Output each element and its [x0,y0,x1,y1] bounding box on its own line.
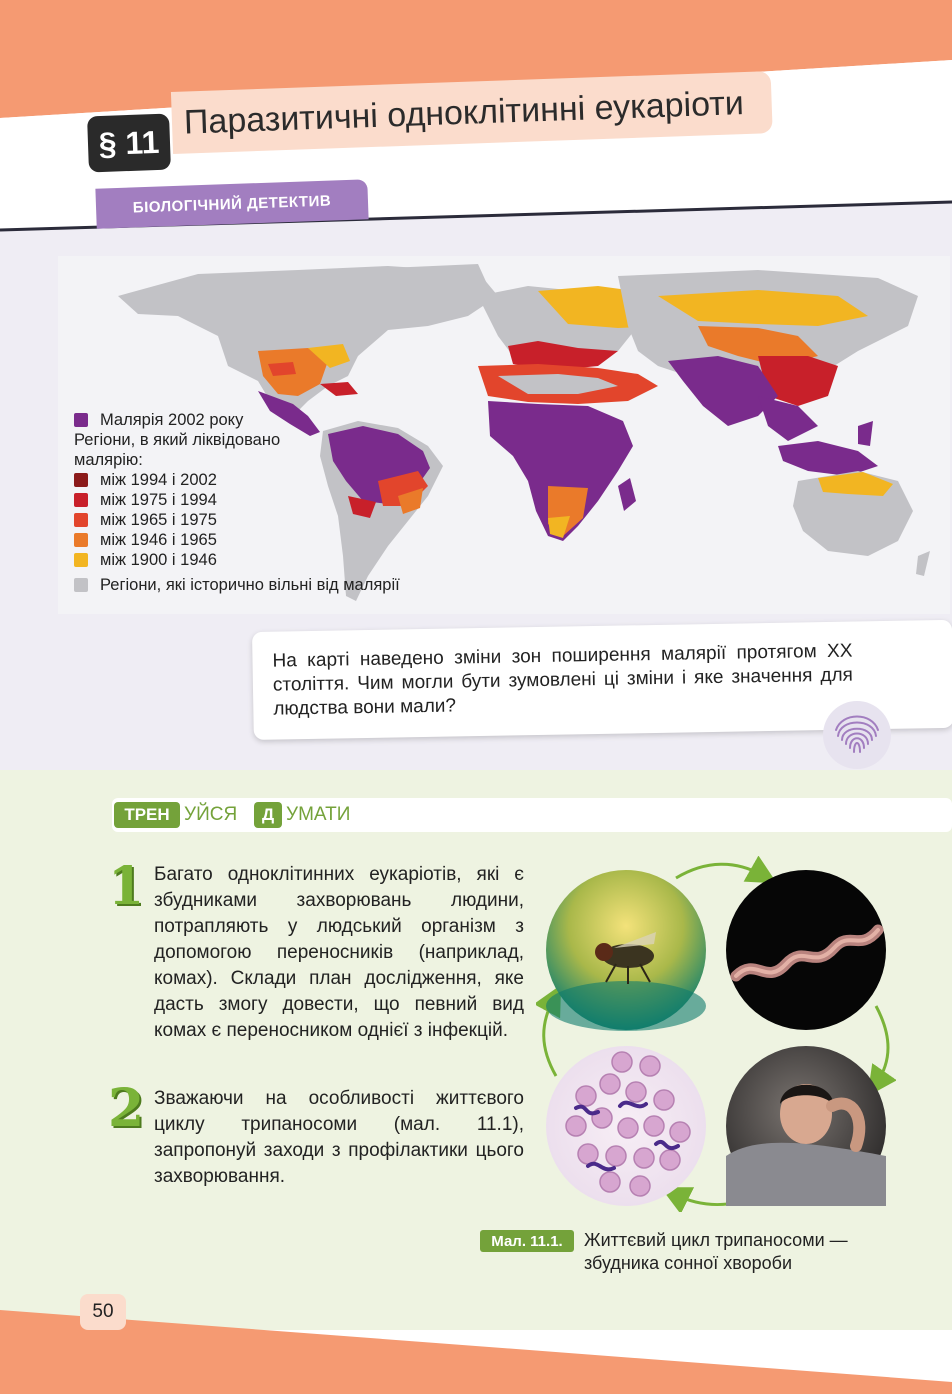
legend-swatch [74,553,88,567]
legend-swatch [74,493,88,507]
legend-heading: Регіони, в який ліквідовано [74,431,281,449]
legend-swatch [74,513,88,527]
legend-item [74,550,494,570]
legend-label: Регіони, які історично вільні від малярії [100,576,400,594]
tsetse-fly-photo [546,870,706,1031]
legend-label: між 1965 і 1975 [100,511,217,529]
footer-band [0,1310,952,1394]
figure-badge: Мал. 11.1. [480,1230,574,1252]
legend-label: між 1975 і 1994 [100,491,217,509]
fingerprint-icon [822,700,892,770]
training-tag-rest: УМАТИ [286,804,351,825]
legend-item [74,530,494,550]
task-text: Зважаючи на особливості життєвого циклу трипаносоми (мал. 11.1), запропонуй заходи з профілактики цього захворювання. [154,1088,524,1187]
cycle-arrow [676,864,764,878]
legend-free [74,575,494,595]
legend-malaria [74,410,494,430]
legend-label: між 1900 і 1946 [100,551,217,569]
legend-label: між 1994 і 2002 [100,471,217,489]
legend-item [74,490,494,510]
section-label: БІОЛОГІЧНИЙ ДЕТЕКТИВ [95,179,368,228]
trypanosome-photo [726,870,886,1030]
legend-label: Малярія 2002 року [100,411,244,429]
legend-label: між 1946 і 1965 [100,531,217,549]
caption-line: збудника сонної хвороби [584,1253,793,1273]
training-tag: ТРЕН [114,802,180,828]
training-tag-rest: УЙСЯ [184,804,238,825]
cycle-arrow [876,1006,888,1084]
task-number: 2 [108,1078,145,1139]
trypanosome-life-cycle-figure [536,856,896,1212]
legend-item [74,510,494,530]
legend-item [74,470,494,490]
task-number: 1 [108,856,145,917]
legend-heading: малярію: [74,451,143,469]
legend-swatch [74,473,88,487]
map-legend [74,410,494,595]
page-title: Паразитичні одноклітинні еукаріоти [183,83,745,142]
legend-swatch-malaria [74,413,88,427]
figure-caption [584,1229,904,1275]
paragraph-number: § 11 [87,114,171,173]
caption-line: Життєвий цикл трипаносоми — [584,1230,848,1250]
sleeping-person-photo [726,1046,886,1206]
page-number: 50 [80,1294,126,1330]
question-text: На карті наведено зміни зон поширення малярії протягом XX століття. Чим могли бути зумовлені ці зміни і яке значення для людства вони мали? [272,640,854,720]
legend-swatch [74,533,88,547]
legend-swatch-free [74,578,88,592]
training-header [112,798,952,832]
training-tag: Д [254,802,282,828]
task-text: Багато одноклітинних еукаріотів, які є збудниками захворювань людини, потрапляють у людський організм з допомогою переносників (наприклад, комах). Склади план дослідження, яке дасть змогу довести, що певний вид комах є переносником однієї з інфекцій. [154,864,524,1041]
blood-smear-photo [546,1046,706,1206]
